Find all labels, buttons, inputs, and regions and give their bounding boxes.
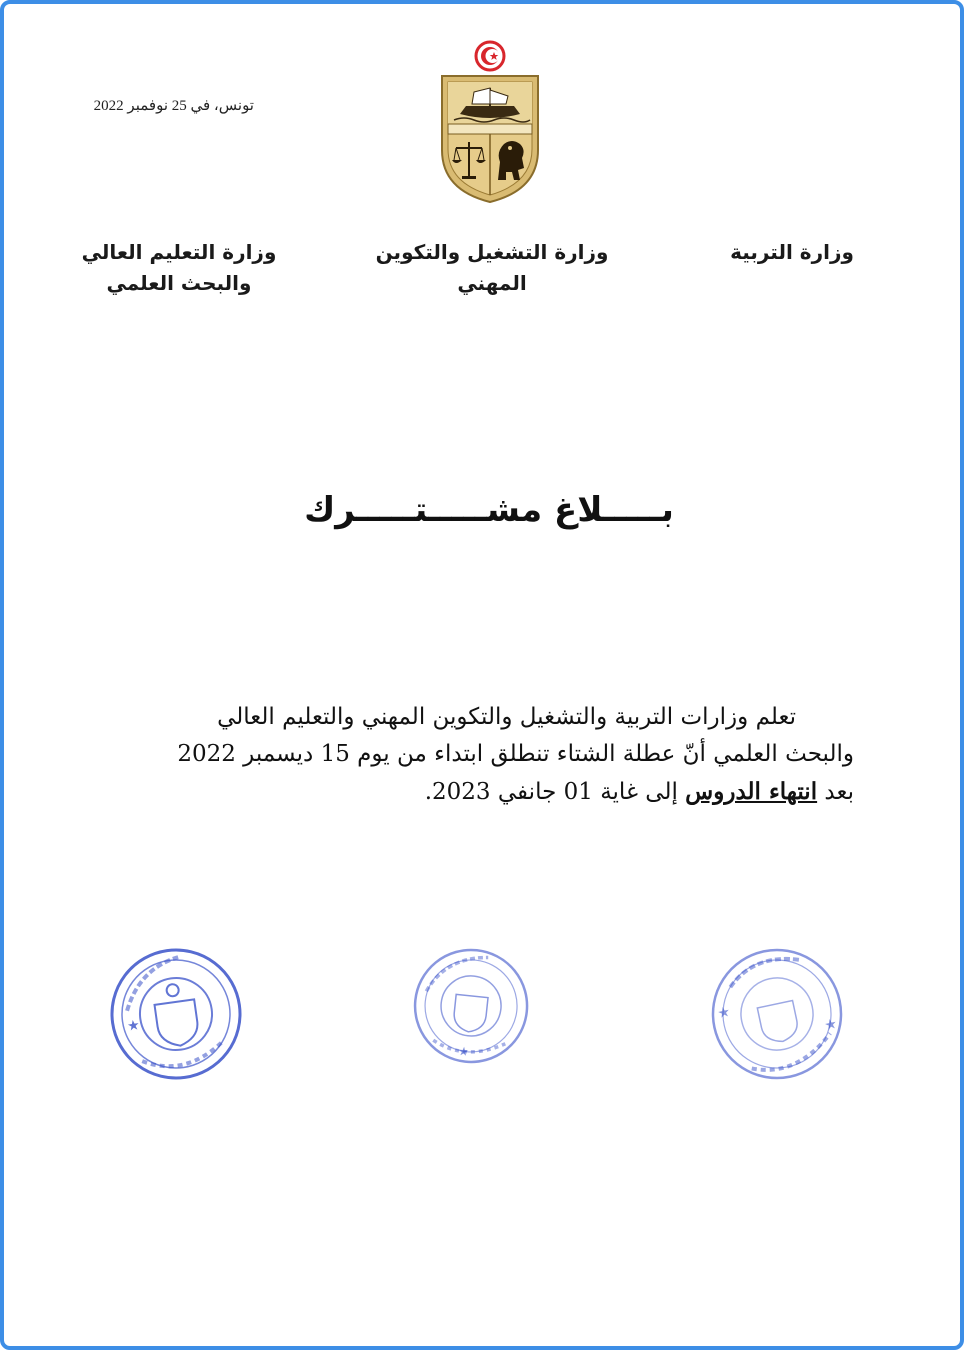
svg-text:★: ★: [822, 1015, 839, 1035]
ministry-higher-education-stamp-icon: [97, 935, 255, 1093]
ministry-employment-line-1: وزارة التشغيل والتكوين: [375, 240, 609, 264]
body-line-3-end: إلى غاية 01 جانفي 2023.: [424, 779, 678, 805]
body-emphasis: انتهاء الدروس: [685, 778, 818, 805]
svg-text:★: ★: [457, 1043, 470, 1059]
ministry-education-heading: [712, 237, 872, 268]
announcement-body: [122, 699, 854, 811]
svg-text:★: ★: [126, 1017, 141, 1035]
document-title: بـــــلاغ مشـــــتـــــرك: [304, 490, 674, 530]
svg-text:★: ★: [716, 1003, 732, 1023]
date-line: تونس، في 25 نوفمبر 2022: [93, 98, 254, 114]
ministry-education-line: وزارة التربية: [730, 240, 854, 264]
ministry-higher-education-line-1: وزارة التعليم العالي: [81, 240, 277, 264]
body-line-1: تعلم وزارات التربية والتشغيل والتكوين المهني والتعليم العالي: [217, 704, 796, 730]
ministry-employment-stamp-icon: [403, 938, 540, 1075]
body-line-3-start: بعد: [824, 779, 854, 805]
ministry-higher-education-line-2: والبحث العلمي: [106, 271, 252, 295]
tunisia-coat-of-arms-icon: [434, 40, 546, 205]
ministry-education-stamp-icon: [694, 931, 860, 1097]
ministry-higher-education-heading: [74, 237, 284, 299]
ministry-employment-line-2: المهني: [457, 271, 527, 295]
ministry-employment-heading: [372, 237, 612, 299]
body-line-2: والبحث العلمي أنّ عطلة الشتاء تنطلق ابتداء من يوم 15 ديسمبر 2022: [177, 741, 854, 767]
body-line-3: [122, 773, 854, 811]
